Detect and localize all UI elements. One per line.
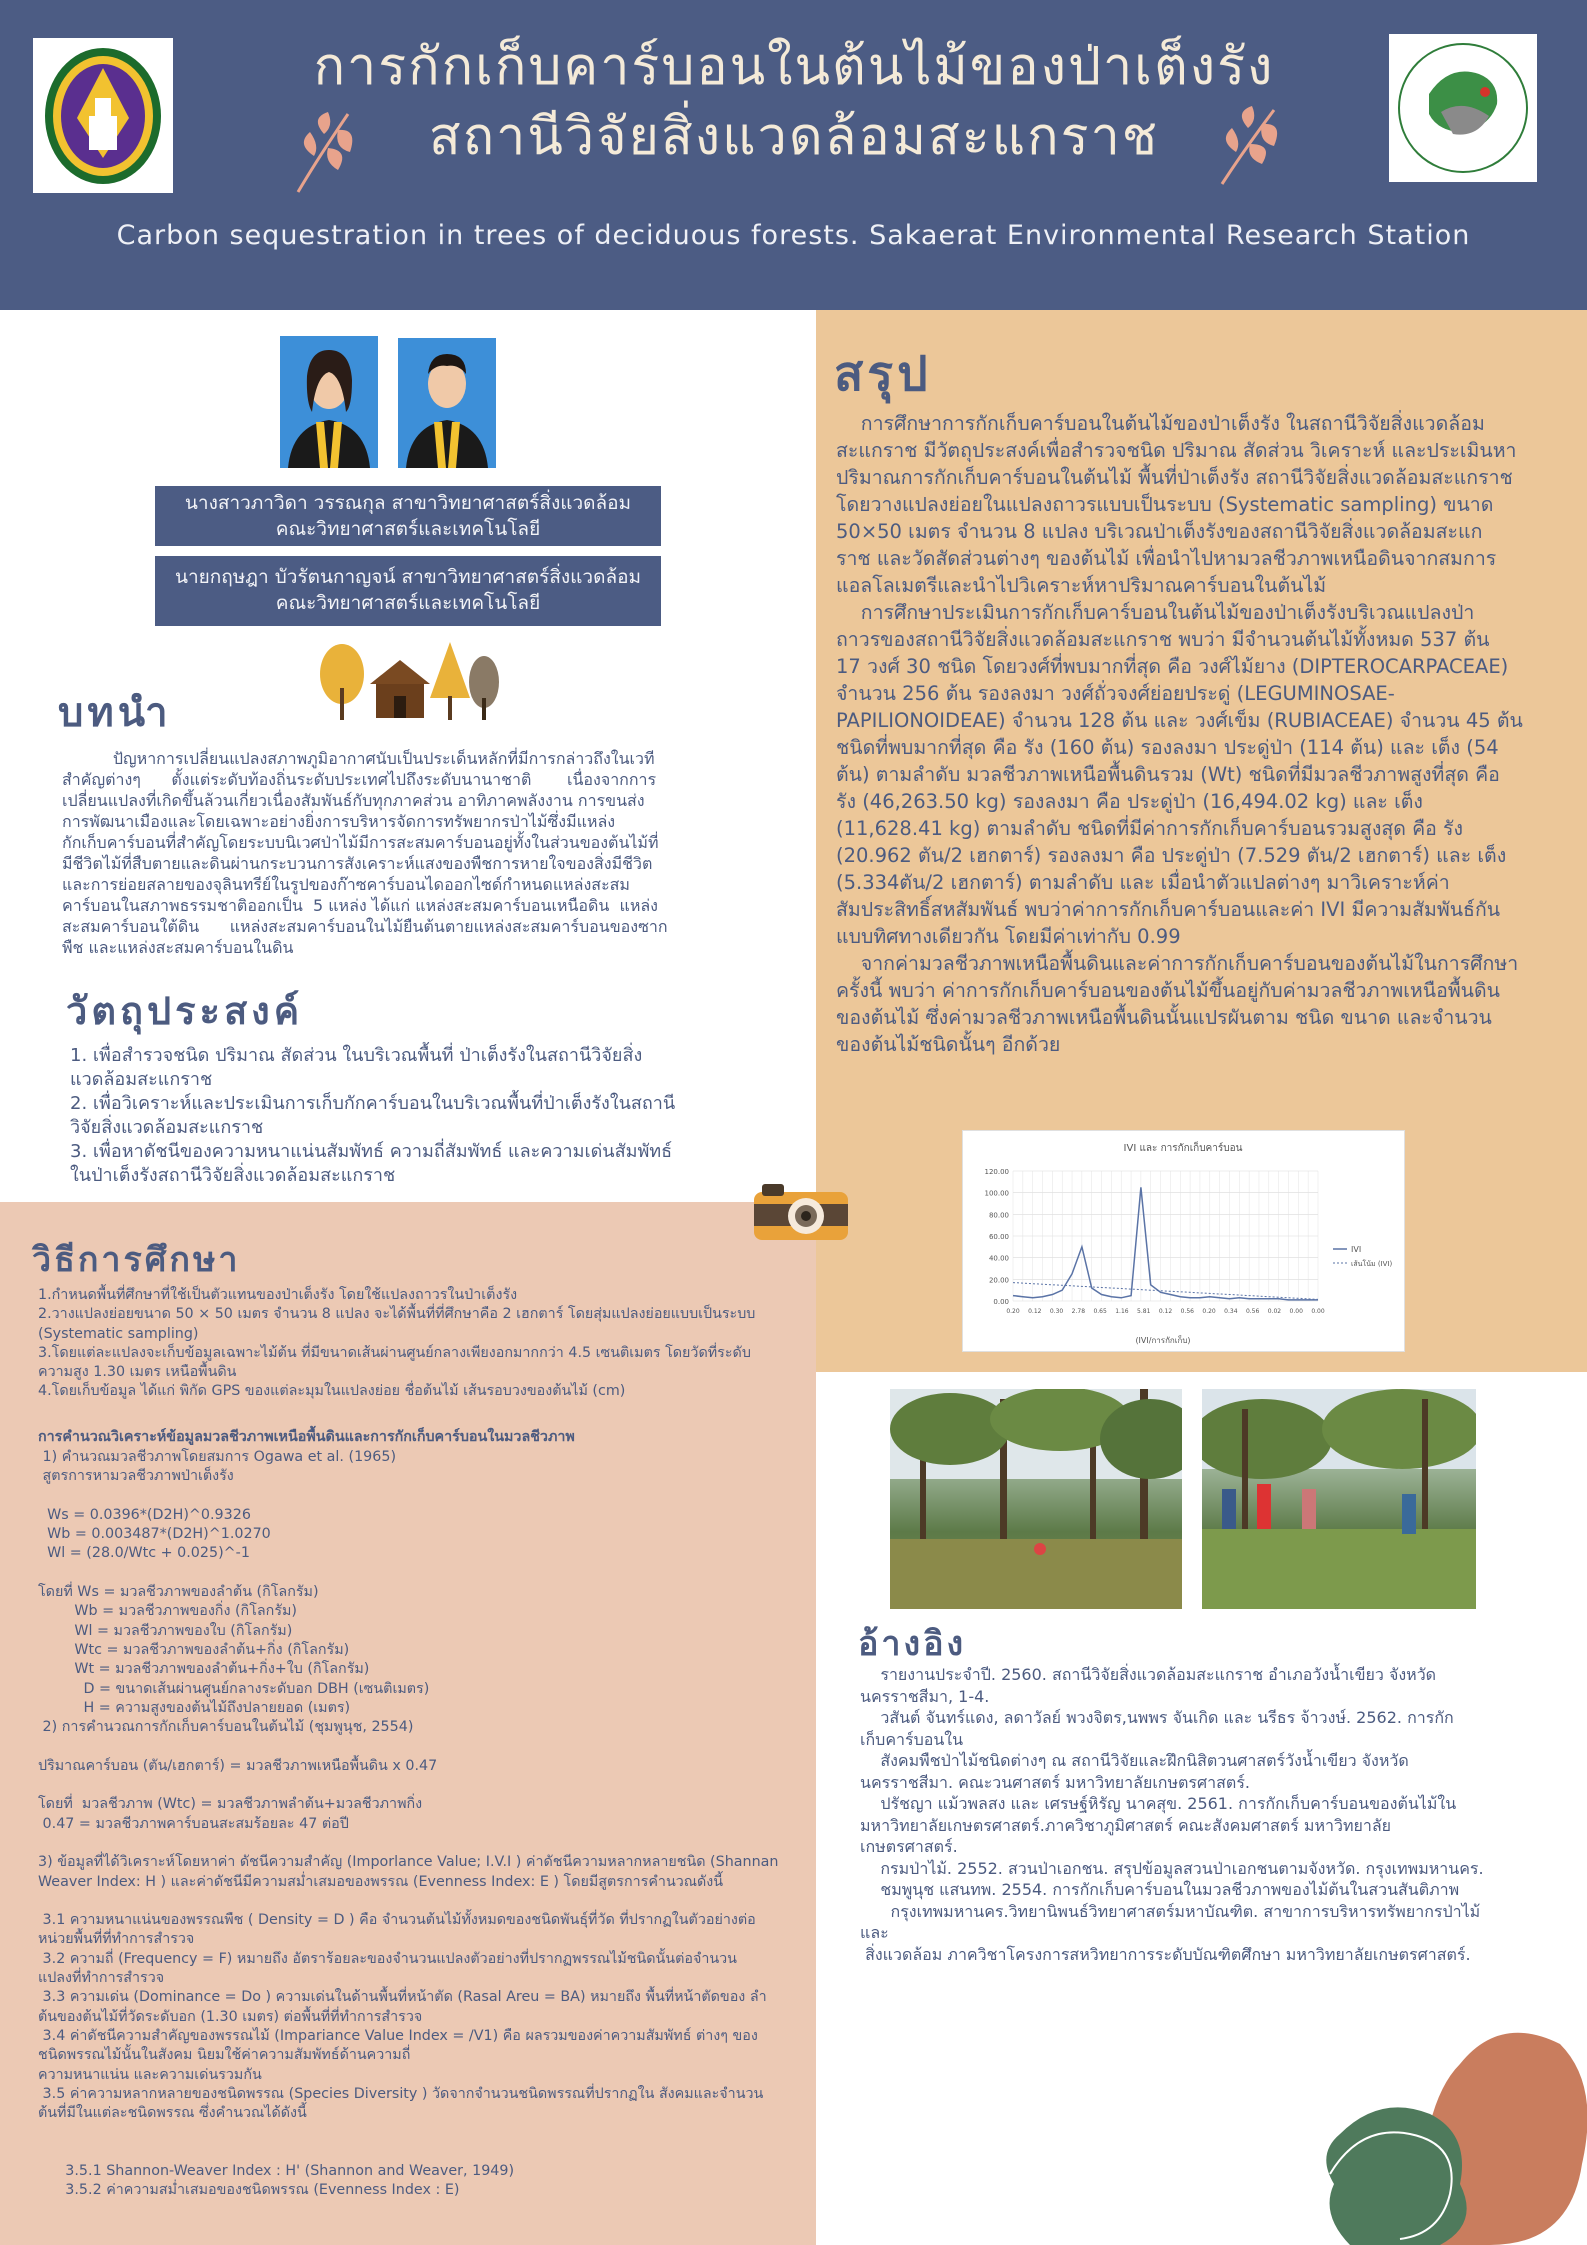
intro-line: เปลี่ยนแปลงที่เกิดขึ้นล้วนเกี่ยวเนื่องสัมพันธ์กับทุกภาคส่วน อาทิภาคพลังงาน การขนส่ง — [62, 791, 645, 810]
x-tick-label: 0.34 — [1224, 1308, 1238, 1315]
poster-title-line-2: สถานีวิจัยสิ่งแวดล้อมสะแกราช — [428, 107, 1160, 167]
intro-text — [62, 748, 762, 958]
reference-line: นครราชสีมา, 1-4. — [860, 1686, 990, 1706]
conclusion-line: การศึกษาประเมินการกักเก็บคาร์บอนในต้นไม้ของป่าเต็งรังบริเวณแปลงป่า — [836, 601, 1475, 624]
reference-line: ชมพูนุช แสนทพ. 2554. การกักเก็บคาร์บอนในมวลชีวภาพของไม้ต้นในสวนสันติภาพ — [860, 1880, 1460, 1899]
conclusion-line: จำนวน 256 ต้น รองลงมา วงศ์ถั่วจงศ์ย่อยประดู่ (LEGUMINOSAE- — [836, 682, 1395, 705]
x-tick-label: 0.65 — [1093, 1308, 1107, 1315]
chart-x-ticks — [1006, 1308, 1325, 1315]
intro-line: สำคัญต่างๆ ตั้งแต่ระดับท้องถิ่นระดับประเทศไปถึงระดับนานาชาติ เนื่องจากการ — [62, 770, 657, 789]
conclusion-line: ปริมาณการกักเก็บคาร์บอนในต้นไม้ พื้นที่ป่าเต็งรัง สถานีวิจัยสิ่งแวดล้อมสะแกราช — [836, 466, 1513, 489]
y-tick-label: 20.00 — [988, 1276, 1009, 1285]
objective-line: วิจัยสิ่งแวดล้อมสะแกราช — [70, 1117, 264, 1138]
objectives-list — [70, 1044, 770, 1188]
reference-line: นครราชสีมา. คณะวนศาสตร์ มหาวิทยาลัยเกษตรศาสตร์. — [860, 1772, 1250, 1792]
author-photo-1 — [280, 336, 378, 468]
author-photo-2 — [398, 338, 496, 468]
conclusion-line: โดยวางแปลงย่อยในแปลงถาวรแบบเป็นระบบ (Systematic sampling) ขนาด — [836, 493, 1494, 516]
conclusion-line: ราช และวัดสัดส่วนต่างๆ ของต้นไม้ เพื่อนำไปหามวลชีวภาพเหนือดินจากสมการ — [836, 547, 1497, 570]
intro-line: ปัญหาการเปลี่ยนแปลงสภาพภูมิอากาศนับเป็นประเด็นหลักที่มีการกล่าวถึงในเวที — [62, 749, 655, 768]
conclusion-line: สัมประสิทธิ์สหสัมพันธ์ พบว่าค่าการกักเก็บคาร์บอนและค่า IVI มีความสัมพันธ์กัน — [836, 898, 1501, 921]
decorative-blobs — [1320, 2024, 1587, 2245]
objective-line: 2. เพื่อวิเคราะห์และประเมินการเก็บกักคาร์บอนในบริเวณพื้นที่ป่าเต็งรังในสถานี — [70, 1093, 676, 1114]
legend-label-ivi: IVI — [1351, 1245, 1362, 1254]
conclusion-line: รัง (46,263.50 kg) รองลงมา คือ ประดู่ป่า (16,494.02 kg) และ เต็ง — [836, 790, 1423, 813]
chart-x-axis-label: (IVI/การกักเก็บ) — [1135, 1336, 1191, 1345]
conclusion-line: (20.962 ตัน/2 เฮกตาร์) รองลงมา คือ ประดู่ป่า (7.529 ตัน/2 เฮกตาร์) และ เต็ง — [836, 844, 1507, 867]
conclusion-line: PAPILIONOIDEAE) จำนวน 128 ต้น และ วงศ์เข็ม (RUBIACEAE) จำนวน 45 ต้น — [836, 709, 1523, 732]
reference-line: สิ่งแวดล้อม ภาควิชาโครงการสหวิทยาการระดับบัณฑิตศึกษา มหาวิทยาลัยเกษตรศาสตร์. — [860, 1944, 1471, 1964]
reference-line: มหาวิทยาลัยเกษตรศาสตร์.ภาควิชาภูมิศาสตร์ คณะสังคมศาสตร์ มหาวิทยาลัย — [860, 1815, 1392, 1835]
methods-formulas: 1) คำนวณมวลชีวภาพโดยสมการ Ogawa et al. (1965) สูตรการหามวลชีวภาพป่าเต็งรัง Ws = 0.0396*(D2H)^0.9326 Wb = 0.003487*(D2H)^1.0270 Wl = (28.0/Wtc + 0.025)^-1 โดยที่ Ws = มวลชีวภาพของลำต้น (กิโลกรัม) Wb = มวลชีวภาพของกิ่ง (กิโลกรัม) Wl = มวลชีวภาพของใบ (กิโลกรัม) Wtc = มวลชีวภาพของลำต้น+กิ่ง (กิโลกรัม) Wt = มวลชีวภาพของลำต้น+กิ่ง+ใบ (กิโลกรัม) D = ขนาดเส้นผ่านศูนย์กลางระดับอก DBH (เซนติเมตร) H = ความสูงของต้นไม้ถึงปลายยอด (เมตร) 2) การคำนวณการกักเก็บคาร์บอนในต้นไม้ (ชุมพูนุช, 2554) ปริมาณคาร์บอน (ตัน/เฮกตาร์) = มวลชีวภาพเหนือพื้นดิน x 0.47 โดยที่ มวลชีวภาพ (Wtc) = มวลชีวภาพลำต้น+มวลชีวภาพกิ่ง 0.47 = มวลชีวภาพคาร์บอนสะสมร้อยละ 47 ต่อปี 3) ข้อมูลที่ได้วิเคราะห์โดยหาค่า ดัชนีความสำคัญ (Imporlance Value; I.V.I ) ค่าดัชนีความหลากหลายชนิด (Shannan Weaver Index: H ) และค่าดัชนีมีความสม่ำเสมอของพรรณ (Evenness Index: E ) โดยมีสูตรการคำนวณดังนี้ 3.1 ความหนาแน่นของพรรณพืช ( Density = D ) คือ จำนวนต้นไม้ทั้งหมดของชนิดพันธุ์ที่วัด ที่ปรากฏในตัวอย่างต่อ หน่วยพื้นที่ที่ทำการสำรวจ 3.2 ความถี่ (Frequency = F) หมายถึง อัตราร้อยละของจำนวนแปลงตัวอย่างที่ปรากฏพรรณไม้ชนิดนั้นต่อจำนวน แปลงที่ทำการสำรวจ 3.3 ความเด่น (Dominance = Do ) ความเด่นในด้านพื้นที่หน้าตัด (Rasal Areu = BA) หมายถึง พื้นที่หน้าตัดของ ลำ ต้นของต้นไม้ที่วัดระดับอก (1.30 เมตร) ต่อพื้นที่ที่ทำการสำรวจ 3.4 ค่าดัชนีความสำคัญของพรรณไม้ (Impariance Value Index = /V1) คือ ผลรวมของค่าความสัมพัทธ์ ต่างๆ ของ ชนิดพรรณไม้นั้นในสังคม นิยมใช้ค่าความสัมพัทธ์ด้านความถี่ ความหนาแน่น และความเด่นรวมกัน 3.5 ค่าความหลากหลายของชนิดพรรณ (Species Diversity ) วัดจากจำนวนชนิดพรรณที่ปรากฏใน สังคมและจำนวน ต้นที่มีในแต่ละชนิดพรรณ ซึ่งคำนวณได้ดังนี้ 3.5.1 Shannon-Weaver Index : H' (Shannon and Weaver, 1949) 3.5.2 ค่าความสม่ำเสมอของชนิดพรรณ (Evenness Index : E) — [38, 1449, 779, 2199]
series-line-ivi — [1013, 1187, 1318, 1300]
reference-line: กรมป่าไม้. 2552. สวนป่าเอกชน. สรุปข้อมูลสวนป่าเอกชนตามจังหวัด. กรุงเทพมหานคร. — [860, 1858, 1484, 1878]
conclusion-line: จากค่ามวลชีวภาพเหนือพื้นดินและค่าการกักเก็บคาร์บอนของต้นไม้ในการศึกษา — [836, 952, 1519, 975]
conclusion-line: 17 วงศ์ 30 ชนิด โดยวงศ์ที่พบมากที่สุด คือ วงศ์ไม้ยาง (DIPTEROCARPACEAE) — [836, 655, 1509, 678]
author-1-line-2: คณะวิทยาศาสตร์และเทคโนโลยี — [275, 518, 541, 540]
objective-line: 1. เพื่อสำรวจชนิด ปริมาณ สัดส่วน ในบริเวณพื้นที่ ป่าเต็งรังในสถานีวิจัยสิ่ง — [70, 1045, 643, 1066]
university-logo — [33, 38, 173, 193]
conclusion-line: ของต้นไม้ชนิดนั้นๆ อีกด้วย — [836, 1033, 1061, 1056]
conclusion-line: (5.334ตัน/2 เฮกตาร์) ตามลำดับ และ เมื่อนำตัวแปลต่างๆ มาวิเคราะห์ค่า — [836, 871, 1450, 894]
references-list — [860, 1664, 1560, 1965]
x-tick-label: 5.81 — [1137, 1308, 1151, 1315]
chart-y-ticks — [985, 1168, 1010, 1306]
conclusion-line: ชนิดที่พบมากที่สุด คือ รัง (160 ต้น) รองลงมา ประดู่ป่า (114 ต้น) และ เต็ง (54 — [836, 736, 1499, 759]
x-tick-label: 0.56 — [1180, 1308, 1194, 1315]
y-tick-label: 60.00 — [988, 1233, 1009, 1241]
objective-line: ในป่าเต็งรังสถานีวิจัยสิ่งแวดล้อมสะแกราช — [70, 1165, 396, 1186]
university-seal-icon — [33, 38, 173, 193]
camera-icon — [752, 1182, 850, 1242]
y-tick-label: 120.00 — [984, 1168, 1009, 1176]
trees-house-illustration — [316, 638, 502, 722]
x-tick-label: 0.12 — [1028, 1308, 1042, 1315]
author-name-box-1 — [155, 486, 661, 546]
conclusion-line: ถาวรของสถานีวิจัยสิ่งแวดล้อมสะแกราช พบว่า มีจำนวนต้นไม้ทั้งหมด 537 ต้น — [836, 628, 1490, 651]
conclusion-line: 50×50 เมตร จำนวน 8 แปลง บริเวณป่าเต็งรังของสถานีวิจัยสิ่งแวดล้อมสะแก — [836, 520, 1483, 543]
chart-grid — [1013, 1171, 1318, 1301]
intro-line: กักเก็บคาร์บอนที่สำคัญโดยระบบนิเวศป่าไม้มีการสะสมคาร์บอนอยู่ทั้งในส่วนของต้นไม้ที่ — [62, 833, 659, 852]
intro-line: พืช และแหล่งสะสมคาร์บอนในดิน — [62, 938, 294, 957]
methods-subheading: การคำนวณวิเคราะห์ข้อมูลมวลชีวภาพเหนือพื้นดินและการกักเก็บคาร์บอนในมวลชีวภาพ — [38, 1429, 575, 1445]
conclusion-line: ครั้งนี้ พบว่า ค่าการกักเก็บคาร์บอนของต้นไม้ขึ้นอยู่กับค่ามวลชีวภาพเหนือพื้นดิน — [836, 979, 1500, 1002]
conclusion-line: สะแกราช มีวัตถุประสงค์เพื่อสำรวจชนิด ปริมาณ สัดส่วน วิเคราะห์ และประเมินหา — [836, 439, 1517, 462]
intro-line: มีชีวิตไม้ที่สืบตายและดินผ่านกระบวนการสังเคราะห์แสงของพืชการหายใจของสิ่งมีชีวิต — [62, 854, 653, 873]
y-tick-label: 40.00 — [988, 1254, 1009, 1263]
ivi-carbon-chart — [963, 1131, 1404, 1351]
reference-line: วสันต์ จันทร์แดง, ลดาวัลย์ พวงจิตร,นพพร จันเกิด และ นรีธร จ้าวงษ์. 2562. การกัก — [860, 1708, 1454, 1727]
author-2-line-2: คณะวิทยาศาสตร์และเทคโนโลยี — [275, 592, 541, 614]
field-photo-1 — [890, 1389, 1182, 1609]
conclusion-line: ต้น) ตามลำดับ มวลชีวภาพเหนือพื้นดินรวม (Wt) ชนิดที่มีมวลชีวภาพสูงที่สุด คือ — [836, 763, 1500, 786]
conclusion-line: การศึกษาการกักเก็บคาร์บอนในต้นไม้ของป่าเต็งรัง ในสถานีวิจัยสิ่งแวดล้อม — [836, 412, 1485, 435]
intro-line: คาร์บอนในสภาพธรรมชาติออกเป็น 5 แหล่ง ได้แก่ แหล่งสะสมคาร์บอนเหนือดิน แหล่ง — [62, 896, 658, 915]
reference-line: และ — [860, 1923, 889, 1942]
x-tick-label: 0.20 — [1202, 1308, 1216, 1315]
y-tick-label: 100.00 — [984, 1189, 1009, 1198]
reference-line: สังคมพืชป่าไม้ชนิดต่างๆ ณ สถานีวิจัยและฝึกนิสิตวนศาสตร์วังน้ำเขียว จังหวัด — [860, 1751, 1409, 1770]
field-photo-2 — [1202, 1389, 1476, 1609]
methods-steps: 1.กำหนดพื้นที่ศึกษาที่ใช้เป็นตัวแทนของป่าเต็งรัง โดยใช้แปลงถาวรในป่าเต็งรัง 2.วางแปลงย่อยขนาด 50 × 50 เมตร จำนวน 8 แปลง จะได้พื้นที่ที่ศึกษาคือ 2 เฮกตาร์ โดยสุ่มแปลงย่อยแบบเป็นระบบ (Systematic sampling) 3.โดยแต่ละแปลงจะเก็บข้อมูลเฉพาะไม้ต้น ที่มีขนาดเส้นผ่านศูนย์กลางเพียงอกมากกว่า 4.5 เซนติเมตร โดยวัดที่ระดับ ความสูง 1.30 เมตร เหนือพื้นดิน 4.โดยเก็บข้อมูล ได้แก่ พิกัด GPS ของแต่ละมุมในแปลงย่อย ชื่อต้นไม้ เส้นรอบวงของต้นไม้ (cm) — [38, 1287, 756, 1400]
x-tick-label: 2.78 — [1071, 1308, 1086, 1315]
reference-line: ปรัชญา แม้วพลสง และ เศรษฐ์หิรัญ นาคสุข. 2561. การกักเก็บคาร์บอนของต้นไม้ใน — [860, 1794, 1457, 1813]
legend-label-trend: เส้นโน้ม (IVI) — [1351, 1260, 1393, 1268]
reference-line: รายงานประจำปี. 2560. สถานีวิจัยสิ่งแวดล้อมสะแกราช อำเภอวังน้ำเขียว จังหวัด — [860, 1665, 1437, 1684]
author-1-line-1: นางสาวภาวิดา วรรณกุล สาขาวิทยาศาสตร์สิ่งแวดล้อม — [184, 492, 632, 514]
references-heading: อ้างอิง — [858, 1624, 967, 1664]
y-tick-label: 80.00 — [988, 1211, 1009, 1220]
x-tick-label: 0.00 — [1311, 1308, 1325, 1315]
reference-line: กรุงเทพมหานคร.วิทยานิพนธ์วิทยาศาสตร์มหาบัณฑิต. สาขาการบริหารทรัพยากรป่าไม้ — [860, 1901, 1481, 1921]
intro-line: และการย่อยสลายของจุลินทรีย์ในรูปของก๊าซคาร์บอนไดออกไซด์กำหนดแหล่งสะสม — [62, 875, 630, 894]
x-tick-label: 0.02 — [1267, 1308, 1282, 1315]
reference-line: เกษตรศาสตร์. — [860, 1837, 958, 1856]
conclusion-line: ของต้นไม้ ซึ่งค่ามวลชีวภาพเหนือพื้นดินนั้นแปรผันตาม ชนิด ขนาด และจำนวน — [836, 1006, 1492, 1029]
conclusion-line: แอลโลเมตรีและนำไปวิเคราะห์หาปริมาณคาร์บอนในต้นไม้ — [836, 574, 1327, 597]
chart-legend — [1333, 1245, 1392, 1268]
station-bird-icon — [1389, 34, 1537, 182]
methods-heading: วิธีการศึกษา — [32, 1240, 241, 1280]
conclusion-text — [836, 410, 1576, 1058]
conclusion-line: (11,628.41 kg) ตามลำดับ ชนิดที่มีค่าการกักเก็บคาร์บอนรวมสูงสุด คือ รัง — [836, 817, 1464, 840]
conclusion-heading: สรุป — [834, 346, 932, 402]
poster-subtitle: Carbon sequestration in trees of deciduous forests. Sakaerat Environmental Research Station — [116, 220, 1471, 251]
x-tick-label: 0.00 — [1289, 1308, 1303, 1315]
x-tick-label: 0.20 — [1006, 1308, 1020, 1315]
ivi-carbon-chart-card — [962, 1130, 1405, 1352]
y-tick-label: 0.00 — [993, 1298, 1009, 1306]
objective-line: แวดล้อมสะแกราช — [70, 1069, 213, 1090]
x-tick-label: 0.30 — [1049, 1308, 1064, 1315]
intro-line: การพัฒนาเมืองและโดยเฉพาะอย่างยิ่งการบริหารจัดการทรัพยากรป่าไม้ซึ่งมีแหล่ง — [62, 812, 616, 831]
author-2-line-1: นายกฤษฎา บัวรัตนกาญจน์ สาขาวิทยาศาสตร์สิ่งแวดล้อม — [174, 566, 642, 588]
leaf-sprig-icon — [1214, 100, 1284, 186]
reference-line: เก็บคาร์บอนใน — [860, 1729, 964, 1749]
poster-title-line-1: การกักเก็บคาร์บอนในต้นไม้ของป่าเต็งรัง — [313, 37, 1275, 97]
x-tick-label: 1.16 — [1115, 1308, 1129, 1315]
leaf-sprig-icon — [288, 108, 358, 194]
chart-title: IVI และ การกักเก็บคาร์บอน — [1123, 1143, 1243, 1154]
objectives-heading: วัตถุประสงค์ — [66, 989, 304, 1033]
intro-heading: บทนำ — [58, 690, 172, 736]
intro-line: สะสมคาร์บอนใต้ดิน แหล่งสะสมคาร์บอนในไม้ยืนต้นตายแหล่งสะสมคาร์บอนของซาก — [62, 917, 668, 936]
objective-line: 3. เพื่อหาดัชนีของความหนาแน่นสัมพัทธ์ ความถี่สัมพัทธ์ และความเด่นสัมพัทธ์ — [70, 1141, 673, 1162]
author-name-box-2 — [155, 556, 661, 626]
x-tick-label: 0.56 — [1245, 1308, 1260, 1315]
station-logo — [1389, 34, 1537, 182]
x-tick-label: 0.12 — [1158, 1308, 1173, 1315]
conclusion-line: แบบทิศทางเดียวกัน โดยมีค่าเท่ากับ 0.99 — [836, 925, 1181, 948]
